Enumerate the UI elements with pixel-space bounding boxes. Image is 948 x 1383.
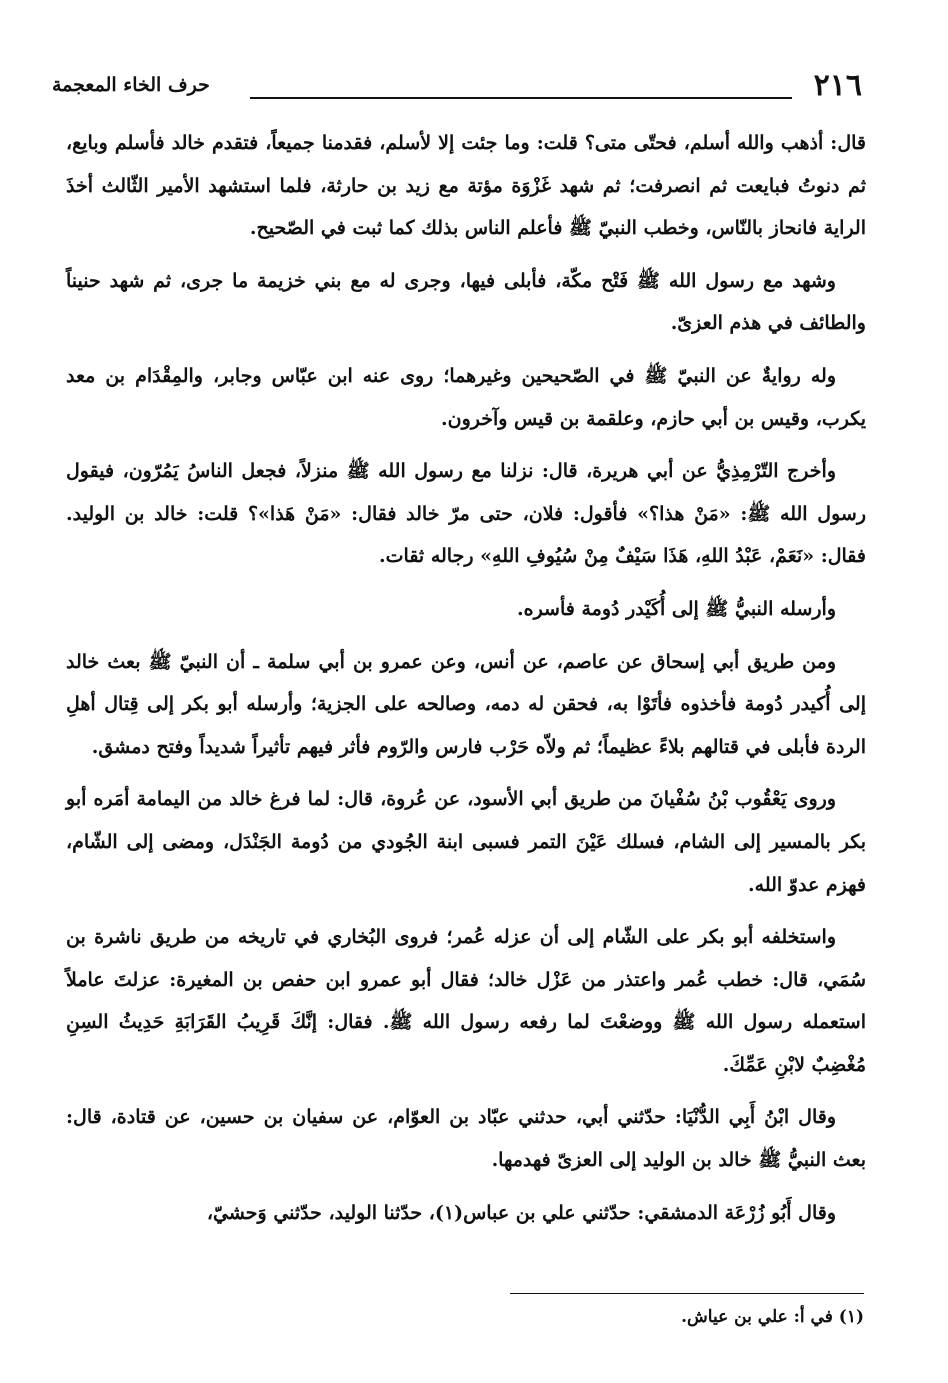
header-rule	[250, 97, 792, 99]
paragraph: ومن طريق أبي إسحاق عن عاصم، عن أنس، وعن عمرو بن أبي سلمة ـ أن النبيّ ﷺ بعث خالد إلى أُكيدر دُومة فأخذوه فأتَوْا به، فحقن له دمه، وصالحه على الجزية؛ وأرسله أبو بكر إلى قِتال أهلِ الردة فأبلى في قتالهم بلاءً عظيماً؛ ثم ولاّه حَرْب فارس والرّوم فأثر فيهم تأثيراً شديداً وفتح دمشق.	[66, 650, 866, 758]
paragraph: قال: أذهب والله أسلم، فحتّى متى؟ قلت: وما جئت إلا لأسلم، فقدمنا جميعاً، فتقدم خالد فأسلم وبايع، ثم دنوتُ فبايعت ثم انصرفت؛ ثم شهد غَزْوَة مؤتة مع زيد بن حارثة، فلما استشهد الأمير الثّالث أخذَ الراية فانحاز بالنّاس، وخطب النبيّ ﷺ فأعلم الناس بذلك كما ثبت في الصّحيح.	[66, 132, 866, 240]
page-header	[52, 64, 872, 110]
paragraph: وله روايةٌ عن النبيّ ﷺ في الصّحيحين وغيرهما؛ روى عنه ابن عبّاس وجابر، والمِقْدَام بن معد يكرب، وقيس بن أبي حازم، وعلقمة بن قيس وآخرون.	[66, 364, 866, 430]
footnote-rule	[510, 1293, 864, 1294]
paragraph: وقال أَبُو زُرْعَة الدمشقي: حدّثني علي بن عباس(١)، حدّثنا الوليد، حدّثني وَحشيّ،	[206, 1201, 836, 1224]
paragraph: وأرسله النبيُّ ﷺ إلى أُكَيْدر دُومة فأسره.	[517, 597, 836, 620]
body-text	[66, 122, 866, 1244]
paragraph: واستخلفه أبو بكر على الشّام إلى أن عزله عُمر؛ فروى البُخاري في تاريخه من طريق ناشرة بن سُمَي، قال: خطب عُمر واعتذر من عَزْل خالد؛ فقال أبو عمرو ابن حفص بن المغيرة: عزلتَ عاملاً استعمله رسول الله ﷺ ووضعْتَ لما رفعه رسول الله ﷺ. فقال: إنَّكَ قَرِيبُ القَرَابَةِ حَدِيثُ السِنِ مُغْضِبٌ لابْنِ عَمِّكَ.	[66, 926, 866, 1076]
section-title: حرف الخاء المعجمة	[52, 74, 210, 96]
footnote: (١) في أ: علي بن عياش.	[681, 1307, 864, 1327]
paragraph: وروى يَعْقُوب بْنُ سُفْيانَ من طريق أبي الأسود، عن عُروة، قال: لما فرغ خالد من اليمامة أمَره أبو بكر بالمسير إلى الشام، فسلك عَيْنَ التمر فسبى ابنة الجُودي من دُومة الجَنْدَل، ومضى إلى الشّام، فهزم عدوّ الله.	[66, 788, 866, 896]
paragraph: وقال ابْنُ أَبِي الدُّنْيَا: حدّثني أبي، حدثني عبّاد بن العوّام، عن سفيان بن حسين، عن قتادة، قال: بعث النبيُّ ﷺ خالد بن الوليد إلى العزىّ فهدمها.	[66, 1106, 866, 1172]
page-number: ٢١٦	[813, 68, 862, 103]
paragraph: وأخرج التّرْمِذِيُّ عن أبي هريرة، قال: نزلنا مع رسول الله ﷺ منزلاً، فجعل الناسُ يَمُرّون، فيقول رسول الله ﷺ: «مَنْ هذا؟» فأقول: فلان، حتى مرّ خالد فقال: «مَنْ هَذا»؟ قلت: خالد بن الوليد. فقال: «نَعَمْ، عَبْدُ اللهِ، هَذَا سَيْفٌ مِنْ سُيُوفِ اللهِ» رجاله ثقات.	[66, 460, 866, 568]
paragraph: وشهد مع رسول الله ﷺ فَتْح مكّة، فأبلى فيها، وجرى له مع بني خزيمة ما جرى، ثم شهد حنيناً والطائف في هذم العزىّ.	[66, 269, 866, 335]
